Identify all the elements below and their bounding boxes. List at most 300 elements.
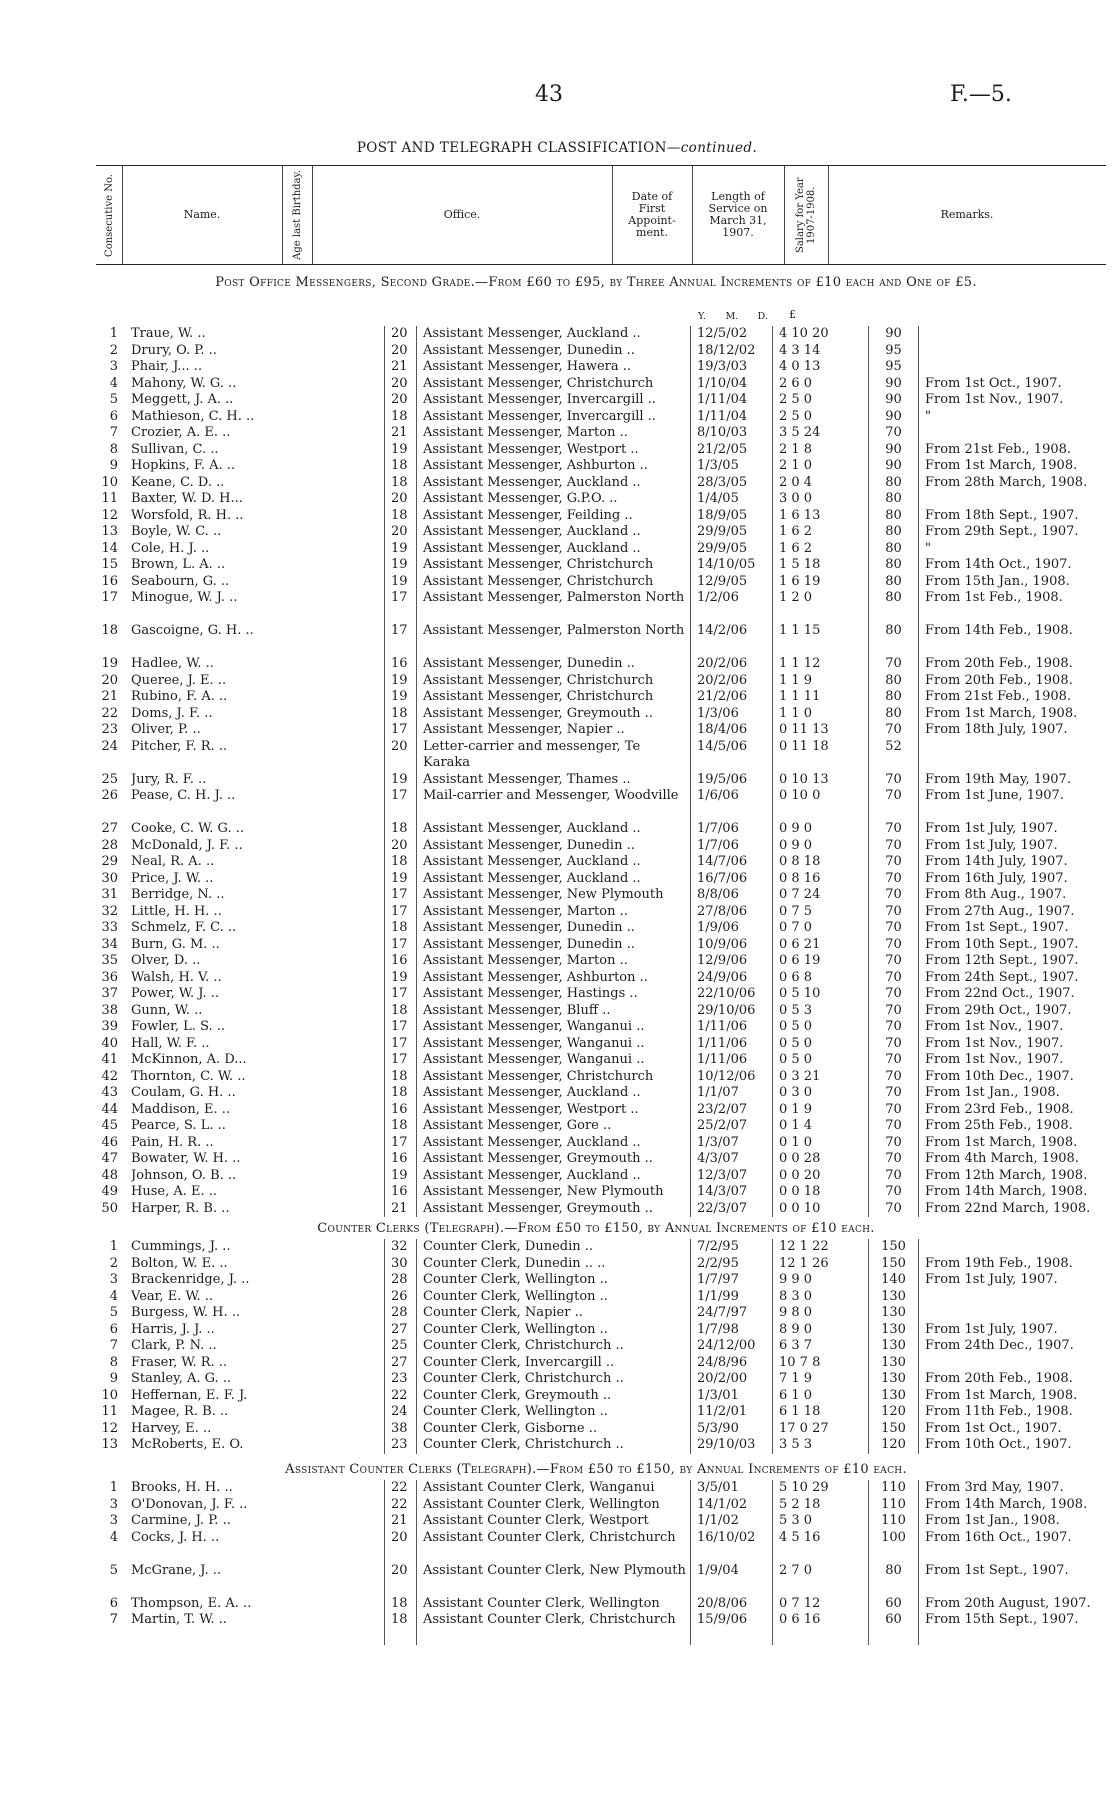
cell-salary: 80 (868, 524, 918, 541)
cell-no: 7 (109, 1612, 118, 1627)
cell-name: Neal, R. A. .. (131, 854, 215, 869)
cell-age: 20 (384, 376, 414, 393)
cell-age: 22 (384, 1388, 414, 1405)
cell-service: 3 5 24 (772, 425, 867, 442)
cell-date: 7/2/95 (690, 1239, 770, 1256)
cell-no: 25 (101, 771, 118, 787)
cell-date: 29/10/03 (690, 1437, 770, 1454)
cell-office: Assistant Messenger, Westport .. (416, 442, 686, 459)
cell-service: 2 0 4 (772, 475, 867, 492)
cell-no: 37 (101, 986, 118, 1001)
table-row (86, 1118, 1106, 1135)
cell-remarks (918, 491, 1106, 508)
cell-remarks: From 10th Oct., 1907. (918, 1437, 1106, 1454)
cell-remarks: From 3rd May, 1907. (918, 1480, 1106, 1497)
section-heading-assistant-counter-clerks: Assistant Counter Clerks (Telegraph).—From £50 to £150, by Annual Increments of £10 each. (285, 1462, 907, 1477)
cell-name: Johnson, O. B. .. (131, 1167, 237, 1183)
cell-remarks: From 14th Feb., 1908. (918, 623, 1106, 656)
cell-age: 17 (384, 1135, 414, 1152)
cell-service: 2 6 0 (772, 376, 867, 393)
cell-age: 21 (384, 1513, 414, 1530)
cell-no: 47 (101, 1151, 118, 1166)
cell-date: 18/4/06 (690, 722, 770, 739)
cell-salary: 70 (868, 1184, 918, 1201)
cell-no: 3 (109, 1496, 118, 1512)
cell-age: 18 (384, 1596, 414, 1613)
cell-remarks: From 14th July, 1907. (918, 854, 1106, 871)
cell-date: 1/3/05 (690, 458, 770, 475)
cell-service: 0 5 0 (772, 1036, 867, 1053)
cell-name: Magee, R. B. .. (131, 1404, 229, 1419)
cell-date: 12/9/06 (690, 953, 770, 970)
cell-office: Counter Clerk, Wellington .. (416, 1289, 686, 1306)
table-row (86, 442, 1106, 459)
cell-remarks: From 1st Nov., 1907. (918, 392, 1106, 409)
cell-salary: 80 (868, 1563, 918, 1596)
cell-remarks: From 11th Feb., 1908. (918, 1404, 1106, 1421)
cell-salary: 90 (868, 458, 918, 475)
cell-date: 1/9/06 (690, 920, 770, 937)
table-row (86, 1272, 1106, 1289)
cell-service: 0 9 0 (772, 838, 867, 855)
cell-remarks: From 24th Sept., 1907. (918, 970, 1106, 987)
cell-office: Counter Clerk, Christchurch .. (416, 1437, 686, 1454)
cell-service: 7 1 9 (772, 1371, 867, 1388)
cell-salary: 100 (868, 1530, 918, 1563)
cell-service: 0 7 5 (772, 904, 867, 921)
cell-name: McRoberts, E. O. (131, 1437, 244, 1452)
table-row (86, 343, 1106, 360)
cell-office: Assistant Messenger, Dunedin .. (416, 343, 686, 360)
cell-no: 17 (101, 590, 118, 605)
cell-service: 4 5 16 (772, 1530, 867, 1563)
cell-name: McDonald, J. F. .. (131, 837, 243, 853)
cell-office: Assistant Messenger, Auckland .. (416, 1135, 686, 1152)
page-title (0, 140, 1114, 156)
cell-no: 41 (101, 1052, 118, 1067)
cell-no: 11 (101, 1404, 118, 1419)
cell-date: 1/10/04 (690, 376, 770, 393)
label-years: Y. (698, 311, 707, 322)
cell-office: Letter-carrier and messenger, Te Karaka (416, 739, 686, 772)
page-number: 43 (535, 82, 563, 107)
cell-age: 18 (384, 458, 414, 475)
cell-office: Assistant Messenger, Hawera .. (416, 359, 686, 376)
table-row (86, 1497, 1106, 1514)
cell-date: 28/3/05 (690, 475, 770, 492)
cell-date: 1/7/98 (690, 1322, 770, 1339)
cell-salary: 70 (868, 920, 918, 937)
cell-name: Carmine, J. P. .. (131, 1513, 231, 1528)
cell-no: 3 (109, 1513, 118, 1528)
cell-service: 0 5 3 (772, 1003, 867, 1020)
cell-service: 2 5 0 (772, 392, 867, 409)
cell-age: 19 (384, 1168, 414, 1185)
table-row (86, 1338, 1106, 1355)
cell-no: 13 (101, 1437, 118, 1452)
cell-office: Assistant Messenger, New Plymouth (416, 1184, 686, 1201)
cell-salary: 70 (868, 904, 918, 921)
cell-office: Counter Clerk, Christchurch .. (416, 1371, 686, 1388)
cell-service: 1 6 13 (772, 508, 867, 525)
header-date-first-appointment: Date of First Appoint-ment. (628, 190, 676, 239)
cell-office: Assistant Messenger, Dunedin .. (416, 838, 686, 855)
cell-office: Assistant Messenger, Auckland .. (416, 1168, 686, 1185)
cell-salary: 70 (868, 1036, 918, 1053)
cell-name: Thompson, E. A. .. (131, 1595, 252, 1611)
cell-office: Assistant Messenger, Auckland .. (416, 1085, 686, 1102)
header-remarks: Remarks. (940, 208, 994, 221)
table-row (86, 673, 1106, 690)
cell-service: 0 7 24 (772, 887, 867, 904)
cell-service: 1 1 11 (772, 689, 867, 706)
cell-date: 19/5/06 (690, 772, 770, 789)
cell-remarks: From 1st July, 1907. (918, 838, 1106, 855)
cell-date: 29/9/05 (690, 524, 770, 541)
cell-salary: 90 (868, 326, 918, 343)
table-row (86, 689, 1106, 706)
cell-age: 22 (384, 1480, 414, 1497)
table-row (86, 937, 1106, 954)
cell-office: Assistant Messenger, Dunedin .. (416, 937, 686, 954)
cell-date: 1/7/06 (690, 821, 770, 838)
cell-salary: 70 (868, 1019, 918, 1036)
table-row (86, 970, 1106, 987)
cell-name: Hall, W. F. .. (131, 1035, 210, 1051)
counter-clerks-table (86, 1239, 1106, 1454)
cell-salary: 90 (868, 392, 918, 409)
cell-age: 18 (384, 1069, 414, 1086)
cell-salary: 70 (868, 788, 918, 821)
cell-service: 8 9 0 (772, 1322, 867, 1339)
cell-date: 8/8/06 (690, 887, 770, 904)
cell-office: Counter Clerk, Dunedin .. .. (416, 1256, 686, 1273)
cell-name: Brooks, H. H. .. (131, 1480, 233, 1495)
cell-salary: 70 (868, 871, 918, 888)
cell-name: Pease, C. H. J. .. (131, 788, 236, 803)
cell-service: 6 1 0 (772, 1388, 867, 1405)
table-row (86, 871, 1106, 888)
cell-service: 0 10 0 (772, 788, 867, 821)
cell-remarks: From 12th Sept., 1907. (918, 953, 1106, 970)
cell-date: 14/10/05 (690, 557, 770, 574)
cell-name: Bolton, W. E. .. (131, 1255, 228, 1271)
cell-no: 34 (101, 936, 118, 952)
cell-remarks: From 22nd March, 1908. (918, 1201, 1106, 1218)
table-row (86, 557, 1106, 574)
cell-age: 18 (384, 854, 414, 871)
cell-salary: 110 (868, 1513, 918, 1530)
cell-service: 0 8 16 (772, 871, 867, 888)
section-heading-messengers: Post Office Messengers, Second Grade.—From £60 to £95, by Three Annual Increments of £10 each and One of £5. (215, 275, 977, 290)
cell-name: Baxter, W. D. H... (131, 491, 243, 506)
cell-no: 15 (101, 557, 118, 572)
cell-age: 27 (384, 1322, 414, 1339)
cell-name: Berridge, N. .. (131, 887, 225, 902)
cell-remarks: From 4th March, 1908. (918, 1151, 1106, 1168)
cell-name: Huse, A. E. .. (131, 1184, 218, 1199)
cell-office: Assistant Messenger, Invercargill .. (416, 409, 686, 426)
cell-remarks: From 14th March, 1908. (918, 1497, 1106, 1514)
cell-office: Counter Clerk, Wellington .. (416, 1272, 686, 1289)
cell-remarks: From 8th Aug., 1907. (918, 887, 1106, 904)
table-row (86, 1239, 1106, 1256)
cell-name: Pain, H. R. .. (131, 1134, 214, 1150)
cell-service: 17 0 27 (772, 1421, 867, 1438)
cell-salary: 95 (868, 343, 918, 360)
cell-name: Brown, L. A. .. (131, 557, 226, 572)
assistant-counter-clerks-table (86, 1480, 1106, 1645)
cell-salary: 60 (868, 1596, 918, 1613)
cell-salary: 130 (868, 1355, 918, 1372)
cell-office: Assistant Counter Clerk, New Plymouth (416, 1563, 686, 1596)
cell-no: 18 (101, 623, 118, 638)
header-age: Age last Birthday. (291, 170, 303, 260)
cell-name: Worsfold, R. H. .. (131, 507, 244, 523)
cell-date: 24/8/96 (690, 1355, 770, 1372)
cell-no: 19 (101, 656, 118, 671)
cell-name: Pearce, S. L. .. (131, 1118, 226, 1133)
cell-salary: 130 (868, 1338, 918, 1355)
cell-date: 1/1/99 (690, 1289, 770, 1306)
cell-remarks: From 29th Sept., 1907. (918, 524, 1106, 541)
cell-remarks: " (918, 409, 1106, 426)
cell-remarks: From 24th Dec., 1907. (918, 1338, 1106, 1355)
cell-date: 1/9/04 (690, 1563, 770, 1596)
cell-salary: 70 (868, 1118, 918, 1135)
table-row (86, 1289, 1106, 1306)
cell-date: 5/3/90 (690, 1421, 770, 1438)
cell-age: 17 (384, 986, 414, 1003)
cell-remarks: From 18th Sept., 1907. (918, 508, 1106, 525)
cell-service: 0 0 20 (772, 1168, 867, 1185)
cell-salary: 130 (868, 1371, 918, 1388)
cell-age: 25 (384, 1338, 414, 1355)
table-row (86, 1168, 1106, 1185)
cell-date: 3/5/01 (690, 1480, 770, 1497)
table-row (86, 1305, 1106, 1322)
cell-no: 5 (109, 1305, 118, 1320)
cell-remarks: From 1st Feb., 1908. (918, 590, 1106, 623)
cell-salary: 80 (868, 574, 918, 591)
cell-office: Assistant Messenger, Christchurch (416, 689, 686, 706)
cell-date: 20/2/06 (690, 656, 770, 673)
cell-age: 17 (384, 904, 414, 921)
cell-salary: 80 (868, 689, 918, 706)
cell-salary: 80 (868, 590, 918, 623)
cell-office: Assistant Messenger, Wanganui .. (416, 1052, 686, 1069)
cell-name: Cooke, C. W. G. .. (131, 821, 244, 836)
cell-name: Crozier, A. E. .. (131, 425, 231, 440)
cell-salary: 110 (868, 1480, 918, 1497)
cell-salary: 52 (868, 739, 918, 772)
table-row (86, 854, 1106, 871)
cell-name: Gunn, W. .. (131, 1002, 203, 1018)
table-row (86, 1019, 1106, 1036)
cell-service: 1 1 12 (772, 656, 867, 673)
cell-date: 27/8/06 (690, 904, 770, 921)
cell-service: 0 3 0 (772, 1085, 867, 1102)
cell-office: Counter Clerk, Napier .. (416, 1305, 686, 1322)
cell-office: Assistant Messenger, New Plymouth (416, 887, 686, 904)
cell-no: 30 (101, 870, 118, 886)
cell-name: McGrane, J. .. (131, 1562, 222, 1578)
cell-date: 8/10/03 (690, 425, 770, 442)
cell-no: 40 (101, 1035, 118, 1051)
cell-service: 4 3 14 (772, 343, 867, 360)
cell-office: Assistant Messenger, Hastings .. (416, 986, 686, 1003)
cell-service: 0 10 13 (772, 772, 867, 789)
cell-age: 16 (384, 1102, 414, 1119)
cell-age: 30 (384, 1256, 414, 1273)
cell-remarks: From 1st Nov., 1907. (918, 1036, 1106, 1053)
cell-name: Sullivan, C. .. (131, 441, 219, 457)
cell-office: Assistant Messenger, Invercargill .. (416, 392, 686, 409)
title-main: POST AND TELEGRAPH CLASSIFICATION— (356, 140, 681, 156)
cell-no: 39 (101, 1019, 118, 1034)
cell-remarks: From 16th July, 1907. (918, 871, 1106, 888)
cell-date: 18/12/02 (690, 343, 770, 360)
cell-no: 8 (109, 1354, 118, 1370)
cell-age: 23 (384, 1371, 414, 1388)
cell-no: 4 (109, 1529, 118, 1545)
cell-office: Assistant Messenger, Marton .. (416, 904, 686, 921)
cell-office: Counter Clerk, Wellington .. (416, 1404, 686, 1421)
cell-no: 38 (101, 1002, 118, 1018)
cell-remarks: From 1st June, 1907. (918, 788, 1106, 821)
cell-salary: 90 (868, 442, 918, 459)
cell-name: Hadlee, W. .. (131, 656, 214, 671)
messengers-table (86, 326, 1106, 1217)
table-row (86, 1102, 1106, 1119)
cell-date: 24/9/06 (690, 970, 770, 987)
cell-remarks: From 1st Jan., 1908. (918, 1513, 1106, 1530)
cell-date: 16/10/02 (690, 1530, 770, 1563)
cell-no: 20 (101, 672, 118, 688)
header-office: Office. (443, 208, 481, 221)
cell-name: Cocks, J. H. .. (131, 1529, 220, 1545)
cell-name: Jury, R. F. .. (131, 771, 207, 787)
cell-salary: 90 (868, 409, 918, 426)
cell-name: Heffernan, E. F. J. (131, 1387, 248, 1403)
table-row (86, 425, 1106, 442)
cell-age: 20 (384, 343, 414, 360)
table-row (86, 590, 1106, 623)
cell-service: 0 11 13 (772, 722, 867, 739)
cell-no: 43 (101, 1085, 118, 1100)
table-row (86, 524, 1106, 541)
cell-salary: 70 (868, 986, 918, 1003)
cell-no: 4 (109, 375, 118, 391)
cell-age: 16 (384, 656, 414, 673)
table-row (86, 1003, 1106, 1020)
cell-service: 0 11 18 (772, 739, 867, 772)
cell-remarks: From 1st July, 1907. (918, 1272, 1106, 1289)
cell-salary: 70 (868, 772, 918, 789)
cell-age: 19 (384, 689, 414, 706)
cell-date: 23/2/07 (690, 1102, 770, 1119)
cell-no: 12 (101, 1420, 118, 1436)
table-row (86, 838, 1106, 855)
table-row (86, 491, 1106, 508)
cell-age: 20 (384, 1530, 414, 1563)
cell-age: 17 (384, 623, 414, 656)
cell-remarks (918, 1305, 1106, 1322)
cell-age: 18 (384, 821, 414, 838)
cell-age: 22 (384, 1497, 414, 1514)
cell-age: 17 (384, 1036, 414, 1053)
cell-remarks (918, 1289, 1106, 1306)
cell-date: 15/9/06 (690, 1612, 770, 1645)
cell-office: Assistant Messenger, Marton .. (416, 425, 686, 442)
cell-date: 24/7/97 (690, 1305, 770, 1322)
cell-name: Cole, H. J. .. (131, 540, 210, 556)
cell-office: Assistant Messenger, Auckland .. (416, 541, 686, 558)
cell-no: 5 (109, 1562, 118, 1578)
cell-age: 19 (384, 772, 414, 789)
table-row (86, 1596, 1106, 1613)
cell-date: 29/10/06 (690, 1003, 770, 1020)
cell-salary: 80 (868, 475, 918, 492)
cell-salary: 130 (868, 1305, 918, 1322)
cell-office: Assistant Messenger, Greymouth .. (416, 706, 686, 723)
cell-salary: 70 (868, 887, 918, 904)
table-row (86, 1612, 1106, 1645)
cell-age: 21 (384, 425, 414, 442)
cell-salary: 150 (868, 1256, 918, 1273)
table-row (86, 574, 1106, 591)
cell-age: 16 (384, 1184, 414, 1201)
table-row (86, 392, 1106, 409)
cell-office: Assistant Messenger, Christchurch (416, 376, 686, 393)
cell-age: 20 (384, 838, 414, 855)
table-row (86, 1371, 1106, 1388)
cell-name: Little, H. H. .. (131, 903, 222, 919)
cell-age: 19 (384, 442, 414, 459)
table-row (86, 359, 1106, 376)
cell-salary: 70 (868, 1201, 918, 1218)
cell-age: 26 (384, 1289, 414, 1306)
table-row (86, 1184, 1106, 1201)
cell-office: Assistant Messenger, Auckland .. (416, 326, 686, 343)
cell-date: 22/3/07 (690, 1201, 770, 1218)
table-row (86, 508, 1106, 525)
cell-service: 3 0 0 (772, 491, 867, 508)
cell-salary: 120 (868, 1437, 918, 1454)
cell-no: 11 (101, 491, 118, 506)
pound-label: £ (789, 308, 796, 321)
cell-age: 17 (384, 887, 414, 904)
cell-age: 18 (384, 508, 414, 525)
cell-age: 19 (384, 574, 414, 591)
cell-date: 10/9/06 (690, 937, 770, 954)
cell-remarks: From 15th Sept., 1907. (918, 1612, 1106, 1645)
cell-date: 29/9/05 (690, 541, 770, 558)
cell-service: 2 1 0 (772, 458, 867, 475)
cell-name: Burn, G. M. .. (131, 936, 220, 952)
cell-date: 19/3/03 (690, 359, 770, 376)
cell-no: 3 (109, 1272, 118, 1287)
cell-age: 23 (384, 1437, 414, 1454)
table-row (86, 656, 1106, 673)
cell-age: 17 (384, 937, 414, 954)
cell-salary: 70 (868, 656, 918, 673)
cell-office: Counter Clerk, Dunedin .. (416, 1239, 686, 1256)
cell-name: Harris, J. J. .. (131, 1321, 215, 1337)
cell-service: 2 5 0 (772, 409, 867, 426)
table-row (86, 376, 1106, 393)
cell-date: 1/11/06 (690, 1052, 770, 1069)
